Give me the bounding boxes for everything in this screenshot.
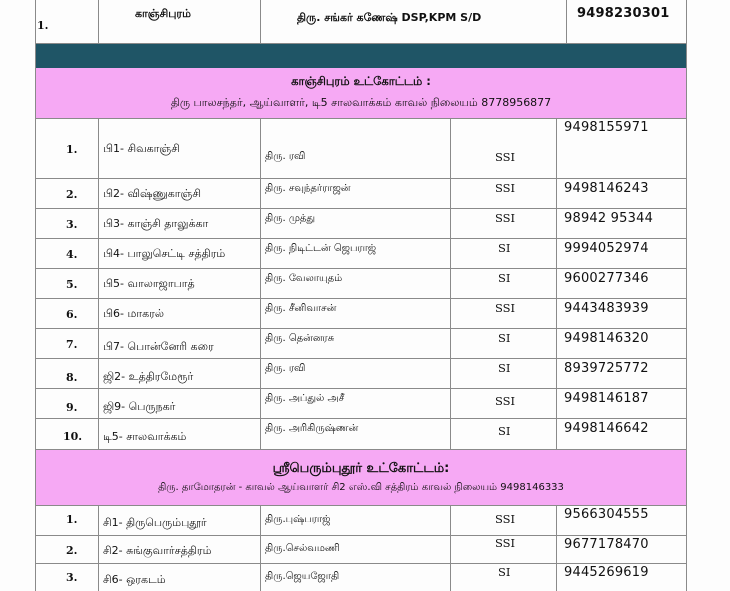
table-row — [35, 506, 687, 536]
top-table-row — [35, 0, 687, 43]
row-serial: 8. — [66, 371, 78, 384]
divider-bar — [35, 43, 687, 69]
row-rank: SSI — [495, 181, 516, 195]
row-station: டி5- சாலவாக்கம் — [103, 430, 187, 443]
table-row — [35, 209, 687, 239]
row-station: பி3- காஞ்சி தாலுக்கா — [103, 217, 209, 230]
row-officer: திரு. ரவி — [265, 363, 306, 374]
row-officer: திரு. தென்னரசு — [265, 333, 335, 344]
row-phone: 9600277346 — [564, 271, 649, 286]
row-station: பி2- விஷ்ணுகாஞ்சி — [103, 187, 201, 200]
row-serial: 3. — [66, 571, 78, 584]
row-rank: SSI — [495, 394, 516, 408]
row-station: சி6- ஒரகடம் — [103, 573, 166, 586]
row-phone: 9498146642 — [564, 421, 649, 436]
row-officer: திரு. அப்துல் அசீ — [265, 393, 345, 404]
row-serial: 1. — [66, 143, 78, 156]
row-phone: 9677178470 — [564, 537, 649, 552]
table-row — [35, 179, 687, 209]
top-phone: 9498230301 — [577, 6, 670, 21]
row-rank: SI — [498, 241, 511, 255]
row-serial: 6. — [66, 308, 78, 321]
row-phone: 9443483939 — [564, 301, 649, 316]
row-officer: திரு. ரவி — [265, 151, 306, 162]
row-serial: 1. — [66, 513, 78, 526]
top-station: காஞ்சிபுரம் — [135, 7, 191, 20]
row-serial: 4. — [66, 248, 78, 261]
row-phone: 9566304555 — [564, 507, 649, 522]
row-rank: SI — [498, 331, 511, 345]
row-rank: SI — [498, 271, 511, 285]
section-title: காஞ்சிபுரம் உட்கோட்டம் : — [291, 74, 431, 88]
top-serial: 1. — [37, 19, 49, 32]
top-officer: திரு. சங்கர் கணேஷ் DSP,KPM S/D — [297, 11, 482, 24]
row-serial: 9. — [66, 401, 78, 414]
row-phone: 9498146243 — [564, 181, 649, 196]
row-rank: SI — [498, 565, 511, 579]
row-station: ஜி9- பெருநகர் — [103, 400, 176, 413]
row-serial: 2. — [66, 544, 78, 557]
row-serial: 10. — [63, 430, 83, 443]
row-officer: திரு.ஜெயஜோதி — [265, 571, 340, 582]
row-officer: திரு. நிடிட்டன் ஜெபராஜ் — [265, 243, 377, 254]
table-row — [35, 269, 687, 299]
row-officer: திரு. அரிகிருஷ்ணன் — [265, 423, 359, 434]
row-station: பி4- பாலுசெட்டி சத்திரம் — [103, 247, 226, 260]
section-subtitle: திரு பாலசந்தர், ஆய்வாளர், டி5 சாலவாக்கம் காவல் நிலையம் 8778956877 — [170, 96, 552, 109]
row-rank: SSI — [495, 512, 516, 526]
section-title: ஸ்ரீபெரும்புதூர் உட்கோட்டம்: — [272, 461, 450, 476]
row-officer: திரு. சவுந்தர்ராஜன் — [265, 183, 351, 194]
row-station: பி5- வாலாஜாபாத் — [103, 277, 195, 290]
row-officer: திரு.செல்வமணி — [265, 543, 340, 554]
row-serial: 2. — [66, 188, 78, 201]
row-officer: திரு.புஷ்பராஜ் — [265, 514, 331, 525]
table-row — [35, 359, 687, 389]
table-row — [35, 239, 687, 269]
row-phone: 9498155971 — [564, 120, 649, 135]
row-rank: SSI — [495, 150, 516, 164]
row-serial: 5. — [66, 278, 78, 291]
row-rank: SI — [498, 361, 511, 375]
row-phone: 9498146187 — [564, 391, 649, 406]
row-rank: SSI — [495, 211, 516, 225]
row-officer: திரு. முத்து — [265, 213, 316, 224]
row-station: பி1- சிவகாஞ்சி — [103, 142, 180, 155]
table-row — [35, 389, 687, 419]
row-station: பி7- பொன்னேரி கரை — [103, 340, 214, 353]
table-row — [35, 564, 687, 591]
section-header — [35, 450, 687, 506]
row-phone: 9445269619 — [564, 565, 649, 580]
table-row — [35, 329, 687, 359]
table-row — [35, 119, 687, 179]
row-station: சி1- திருபெரும்புதூர் — [103, 516, 207, 529]
table-row — [35, 419, 687, 450]
row-phone: 9994052974 — [564, 241, 649, 256]
table-row — [35, 536, 687, 564]
row-station: பி6- மாகரல் — [103, 307, 164, 320]
row-station: சி2- சுங்குவார்சத்திரம் — [103, 544, 212, 557]
row-officer: திரு. சீனிவாசன் — [265, 303, 337, 314]
row-station: ஜி2- உத்திரமேரூர் — [103, 370, 194, 383]
row-rank: SSI — [495, 301, 516, 315]
row-serial: 7. — [66, 338, 78, 351]
row-phone: 8939725772 — [564, 361, 649, 376]
row-phone: 98942 95344 — [564, 211, 654, 226]
section-header — [35, 68, 687, 119]
table-row — [35, 299, 687, 329]
row-officer: திரு. வேலாயுதம் — [265, 273, 343, 284]
section-subtitle: திரு. தாமோதரன் - காவல் ஆய்வாளர் சி2 எஸ்.வி சத்திரம் காவல் நிலையம் 9498146333 — [158, 482, 564, 493]
row-serial: 3. — [66, 218, 78, 231]
row-phone: 9498146320 — [564, 331, 649, 346]
row-rank: SSI — [495, 536, 516, 550]
row-rank: SI — [498, 424, 511, 438]
